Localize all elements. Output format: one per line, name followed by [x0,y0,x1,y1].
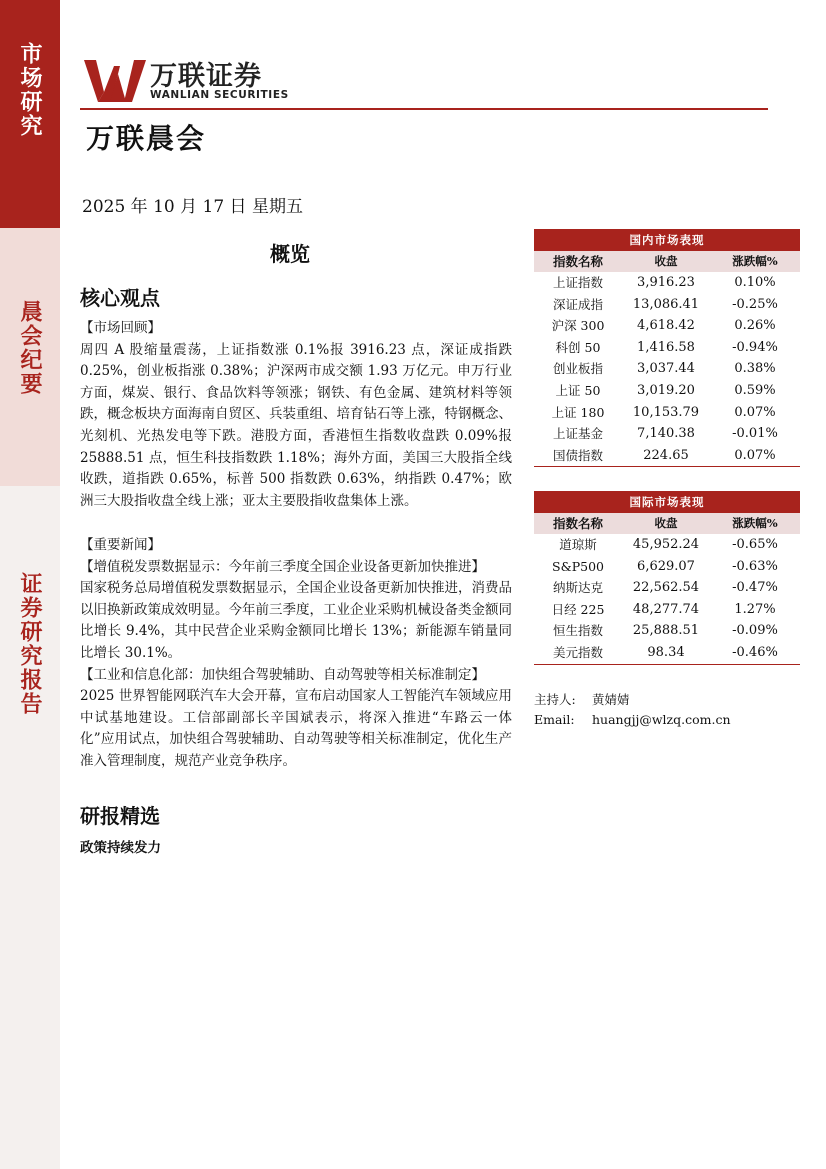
table-row [534,358,800,380]
left-sidebar [0,0,60,1169]
news-2-text: 2025 世界智能网联汽车大会开幕，宣布启动国家人工智能汽车领域应用中试基地建设。工信部副部长辛国斌表示，将深入推进“车路云一体化”应用试点，加快组合驾驶辅助、自动驾驶等相关标准制定，优化生产准入管理制度，规范产业竞争秩序。 [80,688,512,769]
row-close: 48,277.74 [632,601,700,617]
row-index-name: 纳斯达克 [552,580,603,596]
report-subtitle: 政策持续发力 [80,840,161,856]
table-row [534,380,800,402]
row-index-name: S&P500 [552,558,604,574]
row-change: 0.10% [734,275,776,290]
row-change: 1.27% [734,601,776,617]
table-row [534,620,800,642]
row-close: 4,618.42 [637,318,695,334]
logo-chinese-name: 万联证券 [150,61,262,92]
international-table-header [534,513,800,534]
row-index-name: 恒生指数 [552,623,603,639]
row-change: 0.59% [734,382,776,398]
international-market-table [534,491,800,665]
row-close: 10,153.79 [632,404,700,420]
header-index-name: 指数名称 [552,516,603,531]
host-label: 主持人: [534,692,576,707]
sidebar-label-research-report: 证券研究报告 [17,572,43,716]
row-index-name: 沪深 300 [551,318,605,334]
news-1-text: 国家税务总局增值税发票数据显示，全国企业设备更新加快推进，消费品以旧换新政策成效明显。今年前三季度，工业企业采购机械设备类金额同比增长 9.4%，其中民营企业采购金额同比增长 13%；新能源车销量同比增长 30.1%。 [80,580,512,661]
row-index-name: 上证基金 [552,426,603,442]
news-section [80,535,512,773]
table-row [534,294,800,316]
header-close: 收盘 [654,516,678,530]
page-title: 万联晨会 [86,122,207,155]
table-row [534,315,800,337]
international-table-caption: 国际市场表现 [534,491,800,513]
row-change: 0.07% [734,404,776,420]
news-2-title: 【工业和信息化部：加快组合驾驶辅助、自动驾驶等相关标准制定】 [80,666,485,683]
row-change: 0.38% [734,361,776,377]
domestic-table-caption: 国内市场表现 [534,229,800,251]
header-change: 涨跌幅% [732,516,778,530]
header-change: 涨跌幅% [732,254,778,268]
table-row [534,402,800,424]
row-index-name: 日经 225 [551,601,605,617]
report-date: 2025 年 10 月 17 日 星期五 [82,197,303,217]
table-row [534,423,800,445]
sidebar-label-market-research: 市场研究 [17,42,43,138]
row-change: 0.26% [734,318,776,334]
news-1-title: 【增值税发票数据显示：今年前三季度全国企业设备更新加快推进】 [80,558,485,575]
domestic-market-table [534,229,800,467]
domestic-table-bottom-rule [534,466,800,467]
header-close: 收盘 [654,254,678,268]
row-change: -0.25% [732,296,778,312]
row-index-name: 创业板指 [552,361,603,377]
row-close: 98.34 [647,644,685,660]
row-close: 3,037.44 [637,361,695,377]
row-index-name: 上证 50 [555,382,601,398]
row-close: 6,629.07 [637,558,695,574]
host-line [534,690,630,708]
logo-english-name: WANLIAN SECURITIES [150,89,289,101]
row-close: 22,562.54 [632,580,700,596]
market-review-label: 【市场回顾】 [80,320,161,336]
table-row [534,599,800,621]
row-change: -0.09% [732,623,778,639]
row-close: 3,916.23 [637,275,695,290]
news-label: 【重要新闻】 [80,537,161,553]
market-review-section [80,318,512,512]
row-change: -0.47% [732,580,778,596]
row-close: 7,140.38 [637,426,695,442]
row-index-name: 深证成指 [552,296,603,312]
row-index-name: 上证指数 [552,275,603,290]
table-row [534,534,800,556]
table-row [534,556,800,578]
row-close: 45,952.24 [632,537,700,552]
market-review-text: 周四 A 股缩量震荡，上证指数涨 0.1%报 3916.23 点，深证成指跌 0.25%，创业板指涨 0.38%；沪深两市成交额 1.93 万亿元。申万行业方面，煤炭、银行、食品饮料等领涨；钢铁、有色金属、建筑材料等领跌，概念板块方面海南自贸区、兵装重组、培育钻石等上涨，特钢概念、光刻机、光热发电等下跌。港股方面，香港恒生指数收盘跌 0.09%报 25888.51 点，恒生科技指数跌 1.18%；海外方面，美国三大股指全线收跌，道指跌 0.65%，标普 500 指数跌 0.63%，纳指跌 0.47%；欧洲三大股指收盘全线上涨；亚太主要股指收盘集体上涨。 [80,341,512,509]
table-row [534,337,800,359]
email-link[interactable]: huangjj@wlzq.com.cn [592,712,731,727]
email-line [534,712,731,727]
row-close: 1,416.58 [637,339,695,355]
table-row [534,445,800,467]
host-name: 黄婧婧 [592,692,630,707]
core-views-heading: 核心观点 [80,286,160,310]
table-row [534,577,800,599]
header-divider [80,108,768,110]
row-index-name: 道琼斯 [559,537,597,552]
row-index-name: 科创 50 [555,339,601,355]
row-close: 25,888.51 [632,623,700,639]
row-index-name: 美元指数 [552,644,603,660]
wanlian-logo-icon [84,56,146,104]
row-change: -0.63% [732,558,778,574]
table-row [534,272,800,294]
header-index-name: 指数名称 [552,254,603,269]
sidebar-label-morning-notes: 晨会纪要 [17,300,43,396]
report-highlights-heading: 研报精选 [80,804,160,828]
row-change: -0.94% [732,339,778,355]
row-change: 0.07% [734,447,776,463]
row-change: -0.65% [732,537,778,552]
row-change: -0.46% [732,644,778,660]
domestic-table-header [534,251,800,272]
row-close: 13,086.41 [632,296,700,312]
table-row [534,642,800,664]
overview-heading: 概览 [270,242,310,266]
row-change: -0.01% [732,426,778,442]
email-label: Email: [534,712,575,727]
row-index-name: 国债指数 [552,447,603,463]
row-close: 224.65 [643,447,689,463]
international-table-bottom-rule [534,664,800,665]
row-index-name: 上证 180 [551,404,605,420]
row-close: 3,019.20 [637,382,695,398]
